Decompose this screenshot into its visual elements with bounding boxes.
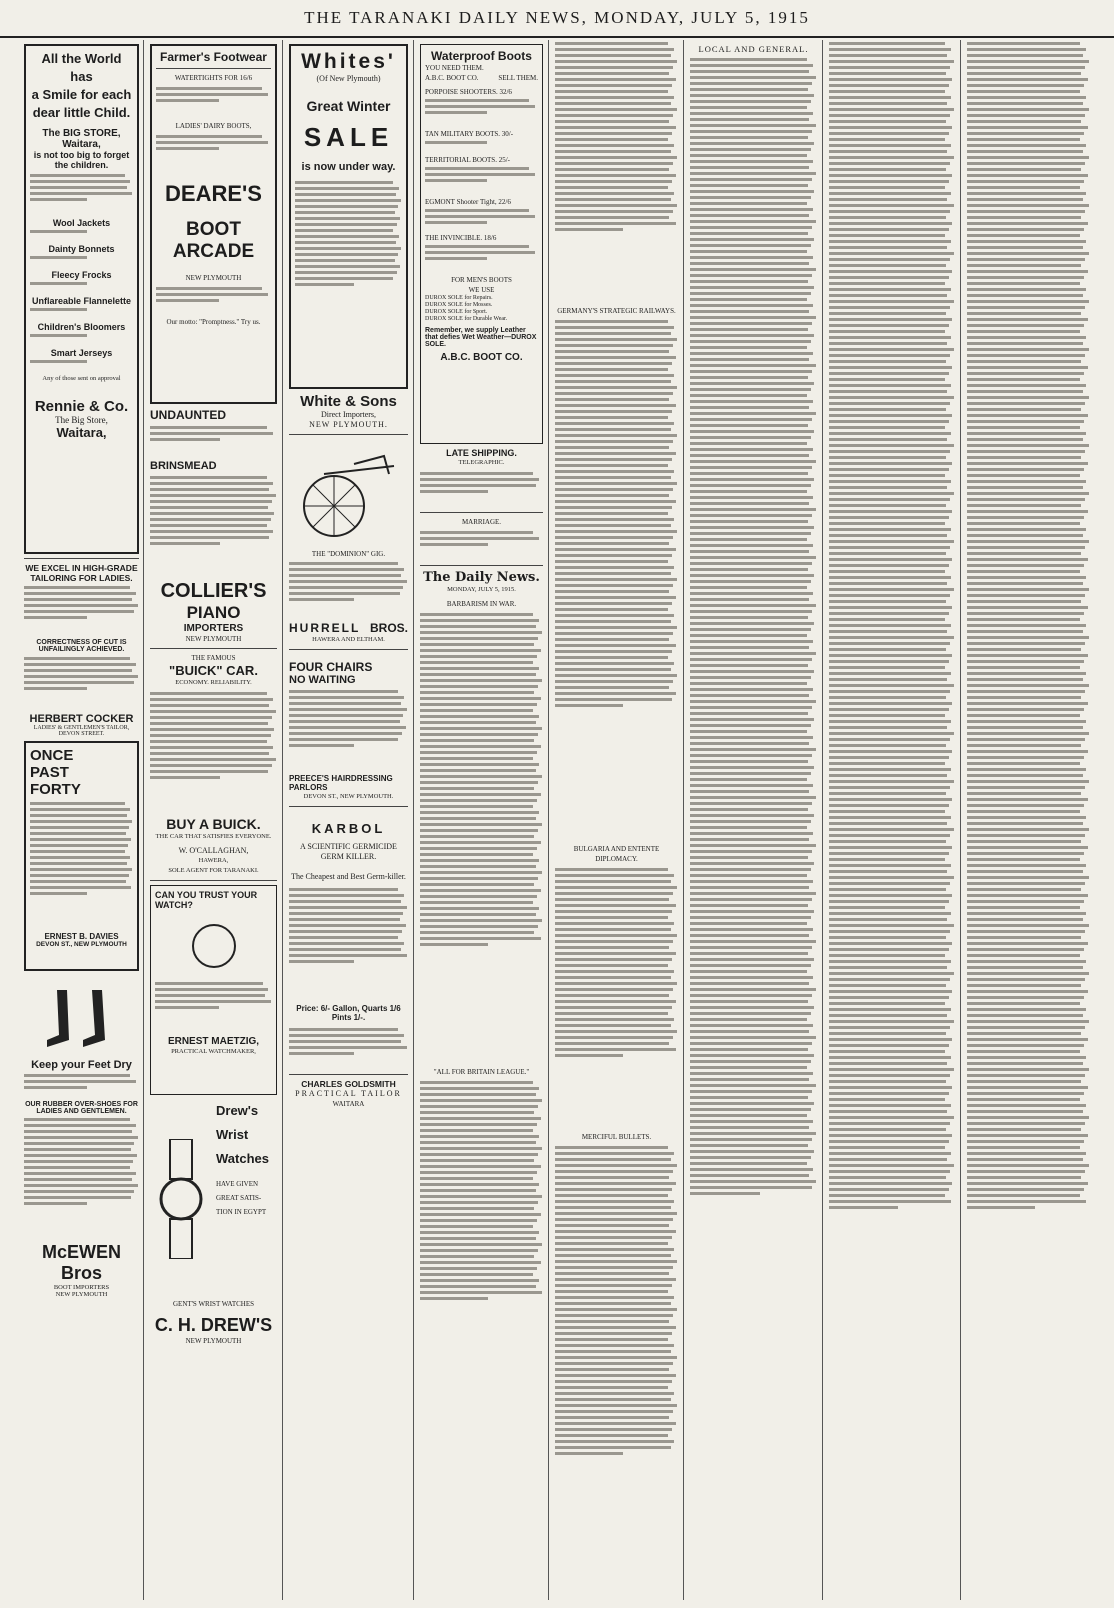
article-heading: MERCIFUL BULLETS.	[581, 1133, 652, 1141]
buick-heading: "BUICK" CAR.	[169, 663, 258, 678]
item-heading: Smart Jerseys	[50, 348, 113, 358]
sell-them: SELL THEM.	[498, 74, 538, 82]
heading-line: PAST	[30, 764, 69, 781]
item-heading: Children's Bloomers	[37, 322, 126, 332]
durox-line: DUROX SOLE for Sport.	[425, 309, 488, 315]
buick-famous: THE FAMOUS	[191, 654, 236, 662]
item-text	[30, 334, 133, 348]
article-text	[420, 613, 543, 1063]
masthead: THE TARANAKI DAILY NEWS, MONDAY, JULY 5, 1915	[0, 0, 1114, 38]
buy-buick-sub: THE CAR THAT SATISFIES EVERYONE.	[155, 833, 272, 840]
column-2	[146, 40, 281, 1600]
importers-word: IMPORTERS	[183, 623, 244, 634]
boot-price: EGMONT Shooter Tight, 22/6	[425, 198, 511, 206]
item-text	[30, 282, 133, 296]
column-1	[20, 40, 143, 1600]
feet-illustration	[24, 975, 139, 1055]
heading-line: ONCE	[30, 747, 74, 764]
column-rule	[960, 40, 961, 1600]
optician-address: DEVON ST., NEW PLYMOUTH	[36, 941, 127, 948]
hurrell-text	[289, 562, 408, 618]
direct-importers: Direct Importers,	[320, 410, 377, 419]
item-heading: Fleecy Frocks	[51, 270, 112, 280]
buick-economy: ECONOMY. RELIABILITY.	[175, 679, 252, 686]
headline-line: dear little Child.	[32, 105, 131, 120]
feet-text	[24, 1074, 139, 1098]
maetzig-sub: PRACTICAL WATCHMAKER,	[171, 1048, 256, 1055]
mcewen-name: McEWEN Bros	[41, 1242, 121, 1283]
waterproof-heading: Waterproof Boots	[431, 49, 532, 63]
watch-text	[155, 982, 272, 1022]
watch-question: CAN YOU TRUST YOUR WATCH?	[155, 890, 258, 910]
item-text	[30, 308, 133, 322]
drew-town: NEW PLYMOUTH	[185, 1337, 242, 1345]
piano-text	[150, 476, 277, 576]
column-6	[686, 40, 821, 1600]
column-rule	[413, 40, 414, 1600]
abc-name-footer: A.B.C. BOOT CO.	[440, 352, 523, 363]
agent-town: HAWERA,	[198, 857, 229, 864]
durox-line: DUROX SOLE for Mosses.	[425, 302, 493, 308]
firm-town: Waitara,	[56, 425, 107, 440]
brinsmead-heading: BRINSMEAD	[150, 460, 217, 472]
karbol-heading: KARBOL	[311, 821, 386, 836]
motto: Our motto: "Promptness." Try us.	[166, 318, 261, 326]
piano-text	[150, 426, 277, 456]
approval-note: Any of those sent on approval	[42, 375, 121, 382]
boot-text	[425, 141, 538, 155]
article-text	[555, 1146, 678, 1566]
feet-heading: Keep your Feet Dry	[31, 1059, 132, 1071]
item-text	[30, 360, 133, 374]
abc-name: A.B.C. BOOT CO.	[425, 74, 479, 82]
agent-role: SOLE AGENT FOR TARANAKI.	[168, 867, 259, 874]
article-text	[555, 42, 678, 302]
mcewen-sub: BOOT IMPORTERS	[53, 1284, 110, 1291]
karbol-text	[289, 888, 408, 998]
karbol-agents	[289, 1028, 408, 1068]
column-3	[285, 40, 412, 1600]
article-text	[690, 58, 817, 1578]
whites-text	[295, 181, 402, 331]
watertights-line: WATERTIGHTS FOR 16/6	[174, 74, 253, 82]
boot-text	[425, 167, 538, 197]
boot-text	[425, 99, 538, 129]
sale-word: SALE	[303, 122, 394, 152]
heading-line: FORTY	[30, 781, 81, 798]
column-4	[416, 40, 547, 1600]
whites-advert	[289, 44, 408, 389]
firm-name: Rennie & Co.	[34, 398, 129, 415]
agent-name: W. O'CALLAGHAN,	[178, 846, 249, 855]
headline-line: All the World has	[41, 51, 122, 84]
column-rule	[683, 40, 684, 1600]
boot-price: THE INVINCIBLE. 18/6	[425, 234, 497, 242]
column-rule	[143, 40, 144, 1600]
deare-text	[156, 287, 271, 313]
article-text	[555, 320, 678, 840]
tailor-text	[24, 586, 139, 636]
ad-headline	[30, 50, 133, 122]
paper-title: The Daily News.	[423, 570, 540, 585]
shipping-text	[420, 472, 543, 508]
item-heading: Unflareable Flannelette	[31, 296, 132, 306]
hurrell-bros: BROS.	[369, 621, 408, 635]
optician-advert	[24, 741, 139, 971]
hurrell-sub: HAWERA AND ELTHAM.	[312, 636, 385, 643]
article-text	[555, 868, 678, 1128]
karbol-cheapest: The Cheapest and Best Germ-killer.	[291, 872, 406, 881]
optician-text	[30, 802, 133, 932]
ladies-boots-line: LADIES' DAIRY BOOTS,	[175, 122, 252, 130]
watch-advert	[150, 885, 277, 1095]
item-text	[30, 256, 133, 270]
drews-heading	[216, 1099, 277, 1171]
drews-line: HAVE GIVEN GREAT SATIS-TION IN EGYPT	[216, 1180, 267, 1216]
article-text	[829, 42, 955, 1600]
wristwatch-icon	[150, 1099, 212, 1299]
article-text	[967, 42, 1090, 1600]
dominion-gig: THE "DOMINION" GIG.	[311, 550, 386, 558]
deare-advert	[150, 44, 277, 404]
arcade-town: NEW PLYMOUTH	[185, 274, 242, 282]
maetzig-name: ERNEST MAETZIG,	[167, 1036, 260, 1047]
optician-name: ERNEST B. DAVIES	[44, 932, 119, 941]
heading-line: Watches	[216, 1151, 269, 1166]
great-winter: Great Winter	[306, 98, 391, 114]
headline-line: a Smile for each	[31, 87, 132, 102]
colliers-town: NEW PLYMOUTH	[185, 635, 242, 643]
article-text	[420, 1081, 543, 1381]
paper-date: MONDAY, JULY 5, 1915.	[447, 586, 516, 593]
goldsmith-trade: PRACTICAL TAILOR	[295, 1089, 402, 1098]
deare-text	[156, 87, 271, 117]
rennie-advert	[24, 44, 139, 554]
boot-price: TERRITORIAL BOOTS. 25/-	[425, 156, 510, 164]
column-rule	[282, 40, 283, 1600]
column-rule	[548, 40, 549, 1600]
boot-price: PORPOISE SHOOTERS. 32/6	[425, 88, 512, 96]
colliers-name: COLLIER'S	[160, 580, 267, 602]
four-chairs: FOUR CHAIRS	[289, 660, 373, 674]
article-heading: LOCAL AND GENERAL.	[698, 44, 809, 54]
late-shipping: LATE SHIPPING.	[446, 448, 517, 458]
marriage-heading: MARRIAGE.	[461, 518, 502, 526]
telegraphic: TELEGRAPHIC.	[458, 459, 505, 466]
store-name: The BIG STORE, Waitara,	[42, 128, 121, 150]
firm-sub: The Big Store,	[55, 415, 108, 425]
column-5	[551, 40, 682, 1600]
farmer-heading: Farmer's Footwear	[160, 50, 267, 64]
hurrell-name: HURRELL	[289, 621, 361, 635]
undaunted-heading: UNDAUNTED	[150, 408, 226, 422]
article-heading: BARBARISM IN WAR.	[446, 600, 517, 608]
abc-line	[425, 73, 538, 83]
mcewen-town: NEW PLYMOUTH	[55, 1291, 108, 1298]
article-heading: BULGARIA AND ENTENTE DIPLOMACY.	[573, 845, 660, 863]
need-line: YOU NEED THEM.	[425, 64, 484, 72]
hurrell-heading	[289, 621, 408, 635]
marriage-text	[420, 531, 543, 561]
deare-text	[156, 135, 271, 165]
is-now-under-way: is now under way.	[301, 161, 396, 173]
article-heading: "ALL FOR BRITAIN LEAGUE."	[433, 1068, 530, 1076]
tailor-name: HERBERT COCKER	[29, 713, 134, 725]
item-text	[30, 230, 133, 244]
tailor-slogan: CORRECTNESS OF CUT IS UNFAILINGLY ACHIEVED.	[36, 639, 127, 653]
goldsmith-town: WAITARA	[332, 1100, 365, 1108]
article-heading: GERMANY'S STRATEGIC RAILWAYS.	[557, 307, 676, 315]
rubber-heading: OUR RUBBER OVER-SHOES FOR LADIES AND GENTLEMEN.	[25, 1101, 138, 1115]
durox-line: DUROX SOLE for Repairs.	[425, 295, 493, 301]
drews-advert	[150, 1099, 277, 1299]
tailor-heading: WE EXCEL IN HIGH-GRADE TAILORING FOR LADIES.	[25, 563, 138, 583]
heading-line: Drew's	[216, 1103, 259, 1118]
arcade-name: BOOT ARCADE	[172, 219, 255, 262]
abc-boot-advert	[420, 44, 543, 444]
body-text	[30, 174, 133, 214]
buy-buick: BUY A BUICK.	[166, 816, 261, 832]
drew-name: C. H. DREW'S	[154, 1315, 273, 1335]
gent-watches: GENT'S WRIST WATCHES	[173, 1300, 254, 1308]
column-6b	[825, 40, 959, 1600]
heading-line: Wrist	[216, 1127, 249, 1142]
boot-text	[425, 245, 538, 275]
once-past-forty	[30, 747, 133, 798]
piano-word: PIANO	[186, 603, 241, 622]
buick-text	[150, 692, 277, 812]
mens-boots: FOR MEN'S BOOTS	[451, 276, 512, 284]
column-rule	[822, 40, 823, 1600]
boot-price: TAN MILITARY BOOTS. 30/-	[425, 130, 514, 138]
gig-illustration	[289, 439, 408, 549]
item-heading: Wool Jackets	[52, 218, 111, 228]
karbol-sub: A SCIENTIFIC GERMICIDE GERM KILLER.	[300, 842, 397, 861]
preece-name: PREECE'S HAIRDRESSING PARLORS	[289, 774, 393, 792]
deare-name: DEARE'S	[165, 181, 262, 206]
boot-text	[425, 209, 538, 233]
preece-text	[289, 690, 408, 770]
tailor-text	[24, 657, 139, 709]
item-heading: Dainty Bonnets	[48, 244, 115, 254]
whites-town: NEW PLYMOUTH.	[309, 420, 388, 429]
white-sons: White & Sons	[300, 393, 397, 410]
rubber-text	[24, 1118, 139, 1238]
column-7	[963, 40, 1094, 1600]
whites-name: Whites'	[301, 50, 396, 73]
remember-line: Remember, we supply Leather that defies Wet Weather—DUROX SOLE.	[425, 327, 537, 348]
whites-sub: (Of New Plymouth)	[316, 74, 381, 83]
tailor-address: LADIES' & GENTLEMEN'S TAILOR, DEVON STREET.	[33, 725, 130, 737]
durox-line: DUROX SOLE for Durable Wear.	[425, 316, 508, 322]
no-waiting: NO WAITING	[289, 674, 356, 686]
goldsmith-name: CHARLES GOLDSMITH	[301, 1079, 396, 1089]
we-use: WE USE	[468, 286, 495, 294]
store-tagline: is not too big to forget the children.	[33, 150, 130, 170]
preece-address: DEVON ST., NEW PLYMOUTH.	[303, 793, 394, 800]
watch-icon	[192, 924, 236, 968]
karbol-price: Price: 6/- Gallon, Quarts 1/6 Pints 1/-.	[296, 1004, 401, 1022]
